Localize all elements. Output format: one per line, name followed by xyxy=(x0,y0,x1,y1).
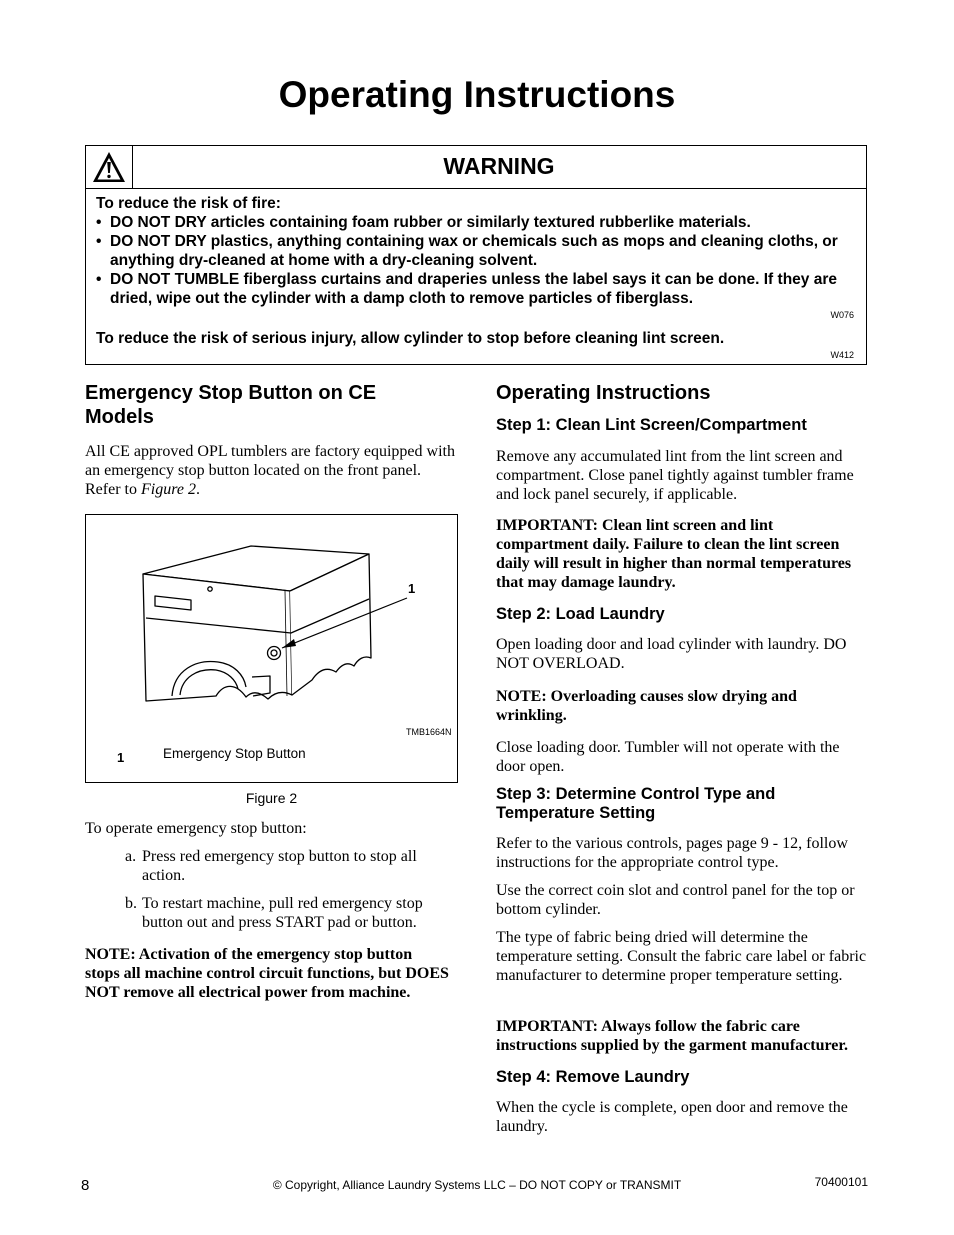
step2-text: Open loading door and load cylinder with laundry. DO NOT OVERLOAD. xyxy=(496,636,847,672)
list-item xyxy=(125,894,450,932)
figure-legend-number: 1 xyxy=(117,750,125,765)
operate-steps xyxy=(125,847,450,932)
step2-title: Step 2: Load Laundry xyxy=(496,605,665,623)
warning-code: W412 xyxy=(830,350,854,360)
footer-copyright: © Copyright, Alliance Laundry Systems LLC – DO NOT COPY or TRANSMIT xyxy=(272,1178,682,1192)
warning-fire-intro: To reduce the risk of fire: xyxy=(96,195,281,212)
warning-box xyxy=(85,145,867,365)
step3-text-1: Refer to the various controls, pages page 9 - 12, follow instructions for the appropriate control type. xyxy=(496,835,848,871)
step2-text-2: Close loading door. Tumbler will not operate with the door open. xyxy=(496,739,840,775)
figure-callout-number: 1 xyxy=(408,581,416,596)
operate-intro: To operate emergency stop button: xyxy=(85,820,307,837)
step3-text-2: Use the correct coin slot and control panel for the top or bottom cylinder. xyxy=(496,882,855,918)
warning-fire-list xyxy=(96,213,854,308)
warning-header xyxy=(86,146,866,189)
figure-box xyxy=(85,514,458,783)
step1-text: Remove any accumulated lint from the lint screen and compartment. Close panel tightly against tumbler frame and lock panel securely, if applicable. xyxy=(496,448,854,503)
step-marker: b. xyxy=(125,895,137,912)
step-text: To restart machine, pull red emergency stop button out and press START pad or button. xyxy=(142,895,423,931)
figure-legend-text: Emergency Stop Button xyxy=(163,746,306,761)
list-item: • DO NOT DRY articles containing foam rubber or similarly textured rubberlike materials. xyxy=(96,213,854,232)
section-heading-operating: Operating Instructions xyxy=(496,382,711,404)
warning-title: WARNING xyxy=(443,153,555,179)
figure-code: TMB1664N xyxy=(406,727,452,737)
intro-text: All CE approved OPL tumblers are factory equipped with an emergency stop button located on the front panel. Refer to xyxy=(85,443,455,498)
emergency-intro xyxy=(85,442,455,499)
section-heading-emergency-stop: Emergency Stop Button on CE Models xyxy=(85,382,377,428)
list-item: • DO NOT DRY plastics, anything containing wax or chemicals such as mops and cleaning cloths, or anything dry-cleaned at home with a dry-cleaning solvent. xyxy=(96,232,854,270)
figure-caption: Figure 2 xyxy=(245,790,298,806)
list-item: • DO NOT TUMBLE fiberglass curtains and draperies unless the label says it can be done. If they are dried, wipe out the cylinder with a damp cloth to remove particles of fiberglass. xyxy=(96,270,854,308)
warning-body xyxy=(96,194,854,361)
intro-end: . xyxy=(195,481,200,498)
list-item xyxy=(125,847,450,885)
step3-text-3: The type of fabric being dried will determine the temperature setting. Consult the fabric care label or fabric manufacturer to determine proper temperature setting. xyxy=(496,929,867,984)
step4-title: Step 4: Remove Laundry xyxy=(496,1068,690,1086)
step1-important: IMPORTANT: Clean lint screen and lint compartment daily. Failure to clean the lint screen daily will result in higher than normal temperatures that may damage laundry. xyxy=(496,517,852,591)
step-text: Press red emergency stop button to stop all action. xyxy=(142,848,417,884)
warning-code: W076 xyxy=(830,310,854,320)
step4-text: When the cycle is complete, open door and remove the laundry. xyxy=(496,1099,848,1135)
step1-title: Step 1: Clean Lint Screen/Compartment xyxy=(496,416,807,434)
document-number: 70400101 xyxy=(814,1175,868,1189)
tumbler-illustration xyxy=(86,515,457,782)
figure-reference: Figure 2 xyxy=(140,481,196,498)
step3-title: Step 3: Determine Control Type and Temperature Setting xyxy=(496,785,776,822)
emergency-note: NOTE: Activation of the emergency stop button stops all machine control circuit functions, but DOES NOT remove all electrical power from machine. xyxy=(85,946,449,1001)
page-number: 8 xyxy=(81,1177,90,1194)
warning-triangle-icon xyxy=(86,146,133,188)
step-marker: a. xyxy=(125,848,137,865)
step3-important: IMPORTANT: Always follow the fabric care instructions supplied by the garment manufacturer. xyxy=(496,1018,849,1054)
step2-note: NOTE: Overloading causes slow drying and wrinkling. xyxy=(496,688,797,724)
page-title: Operating Instructions xyxy=(278,74,676,115)
warning-injury: To reduce the risk of serious injury, allow cylinder to stop before cleaning lint screen. xyxy=(96,330,725,347)
